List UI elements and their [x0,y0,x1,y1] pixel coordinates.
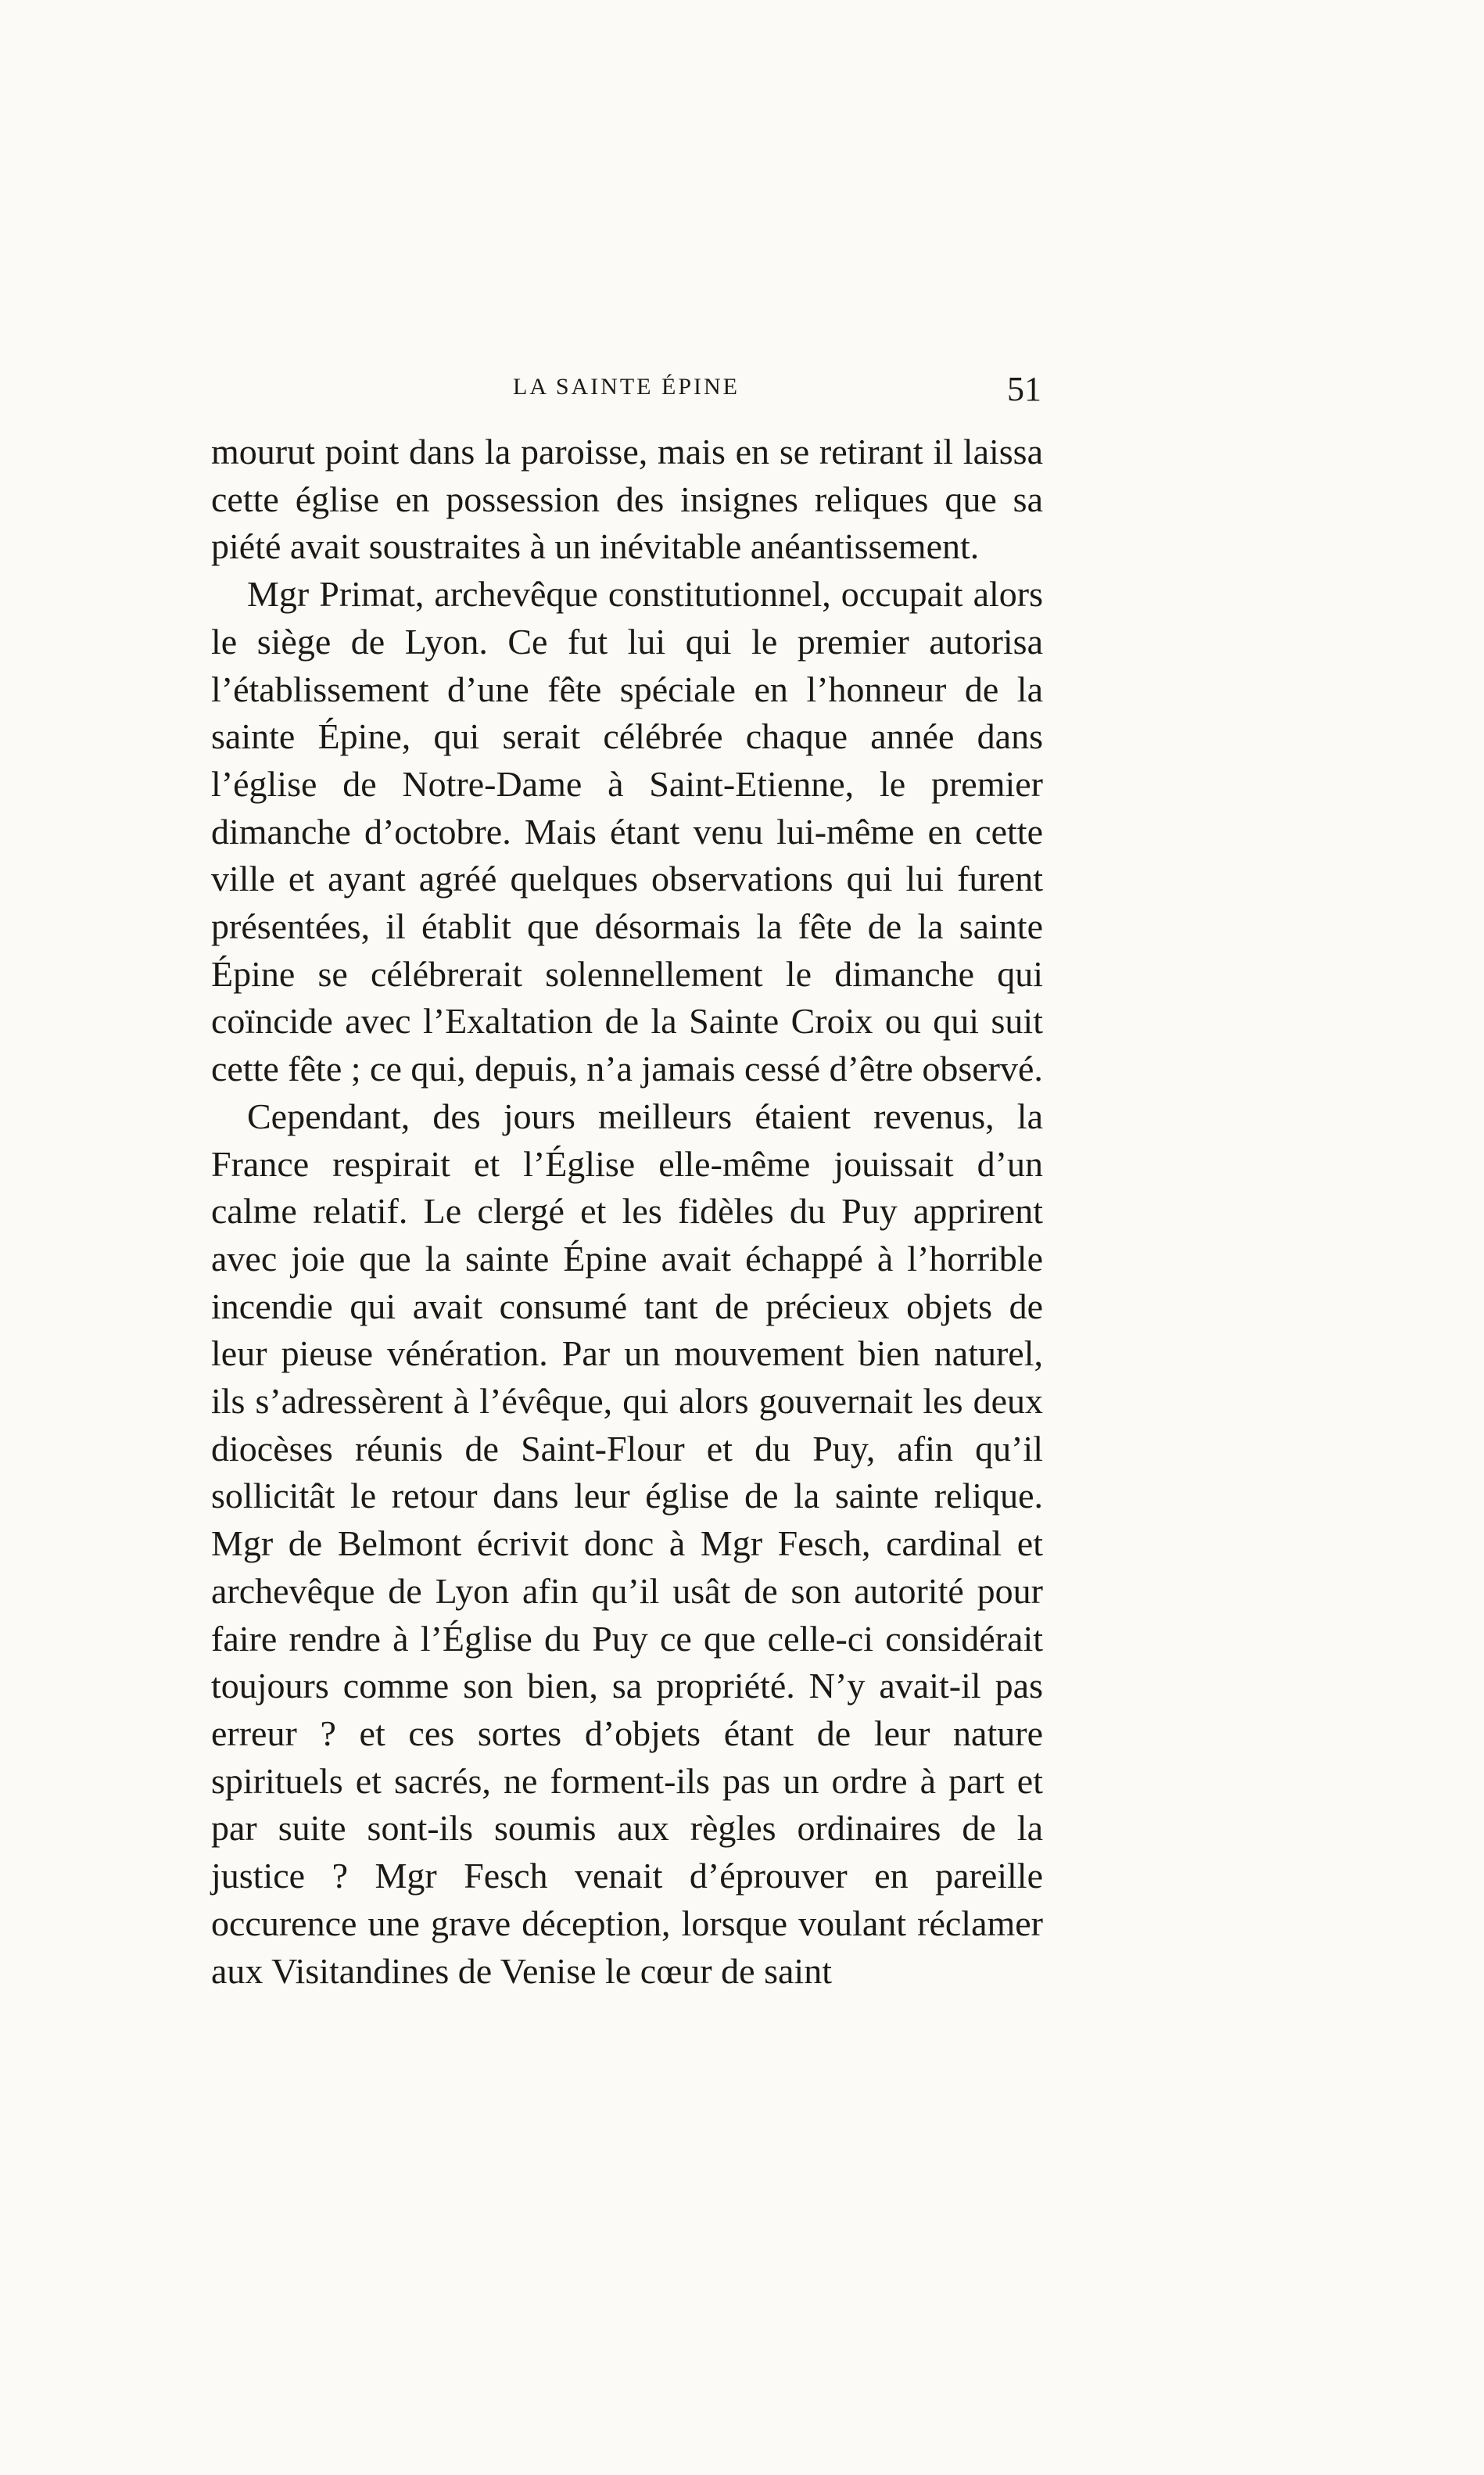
body-text [211,429,1043,1995]
page-header [211,370,1041,421]
page-number: 51 [1007,370,1041,408]
running-title: LA SAINTE ÉPINE [513,374,740,400]
paragraph-mgr-primat: Mgr Primat, archevêque constitutionnel, occupait alors le siège de Lyon. Ce fut lui qui le premier autorisa l’établissement d’une fête spéciale en l’honneur de la sainte Épine, qui serait célébrée chaque année dans l’église de Notre-Dame à Saint-Etienne, le premier dimanche d’octobre. Mais étant venu lui-même en cette ville et ayant agréé quelques observations qui lui furent présentées, il établit que désormais la fête de la sainte Épine se célébrerait solennellement le dimanche qui coïncide avec l’Exaltation de la Sainte Croix ou qui suit cette fête ; ce qui, depuis, n’a jamais cessé d’être observé. [211,574,1043,1089]
paragraph-cependant: Cependant, des jours meilleurs étaient revenus, la France respirait et l’Église elle-même jouissait d’un calme relatif. Le clergé et les fidèles du Puy apprirent avec joie que la sainte Épine avait échappé à l’horrible incendie qui avait consumé tant de précieux objets de leur pieuse vénération. Par un mouvement bien naturel, ils s’adressèrent à l’évêque, qui alors gouvernait les deux diocèses réunis de Saint-Flour et du Puy, afin qu’il sollicitât le retour dans leur église de la sainte relique. Mgr de Belmont écrivit donc à Mgr Fesch, cardinal et archevêque de Lyon afin qu’il usât de son autorité pour faire rendre à l’Église du Puy ce que celle-ci considérait toujours comme son bien, sa propriété. N’y avait-il pas erreur ? et ces sortes d’objets étant de leur nature spirituels et sacrés, ne forment-ils pas un ordre à part et par suite sont-ils soumis aux règles ordinaires de la justice ? Mgr Fesch venait d’éprouver en pareille occurence une grave déception, lorsque voulant réclamer aux Visitandines de Venise le cœur de saint [211,1096,1043,1991]
paragraph-continuation: mourut point dans la paroisse, mais en se retirant il laissa cette église en possession des insignes reliques que sa piété avait soustraites à un inévitable anéantissement. [211,432,1043,567]
